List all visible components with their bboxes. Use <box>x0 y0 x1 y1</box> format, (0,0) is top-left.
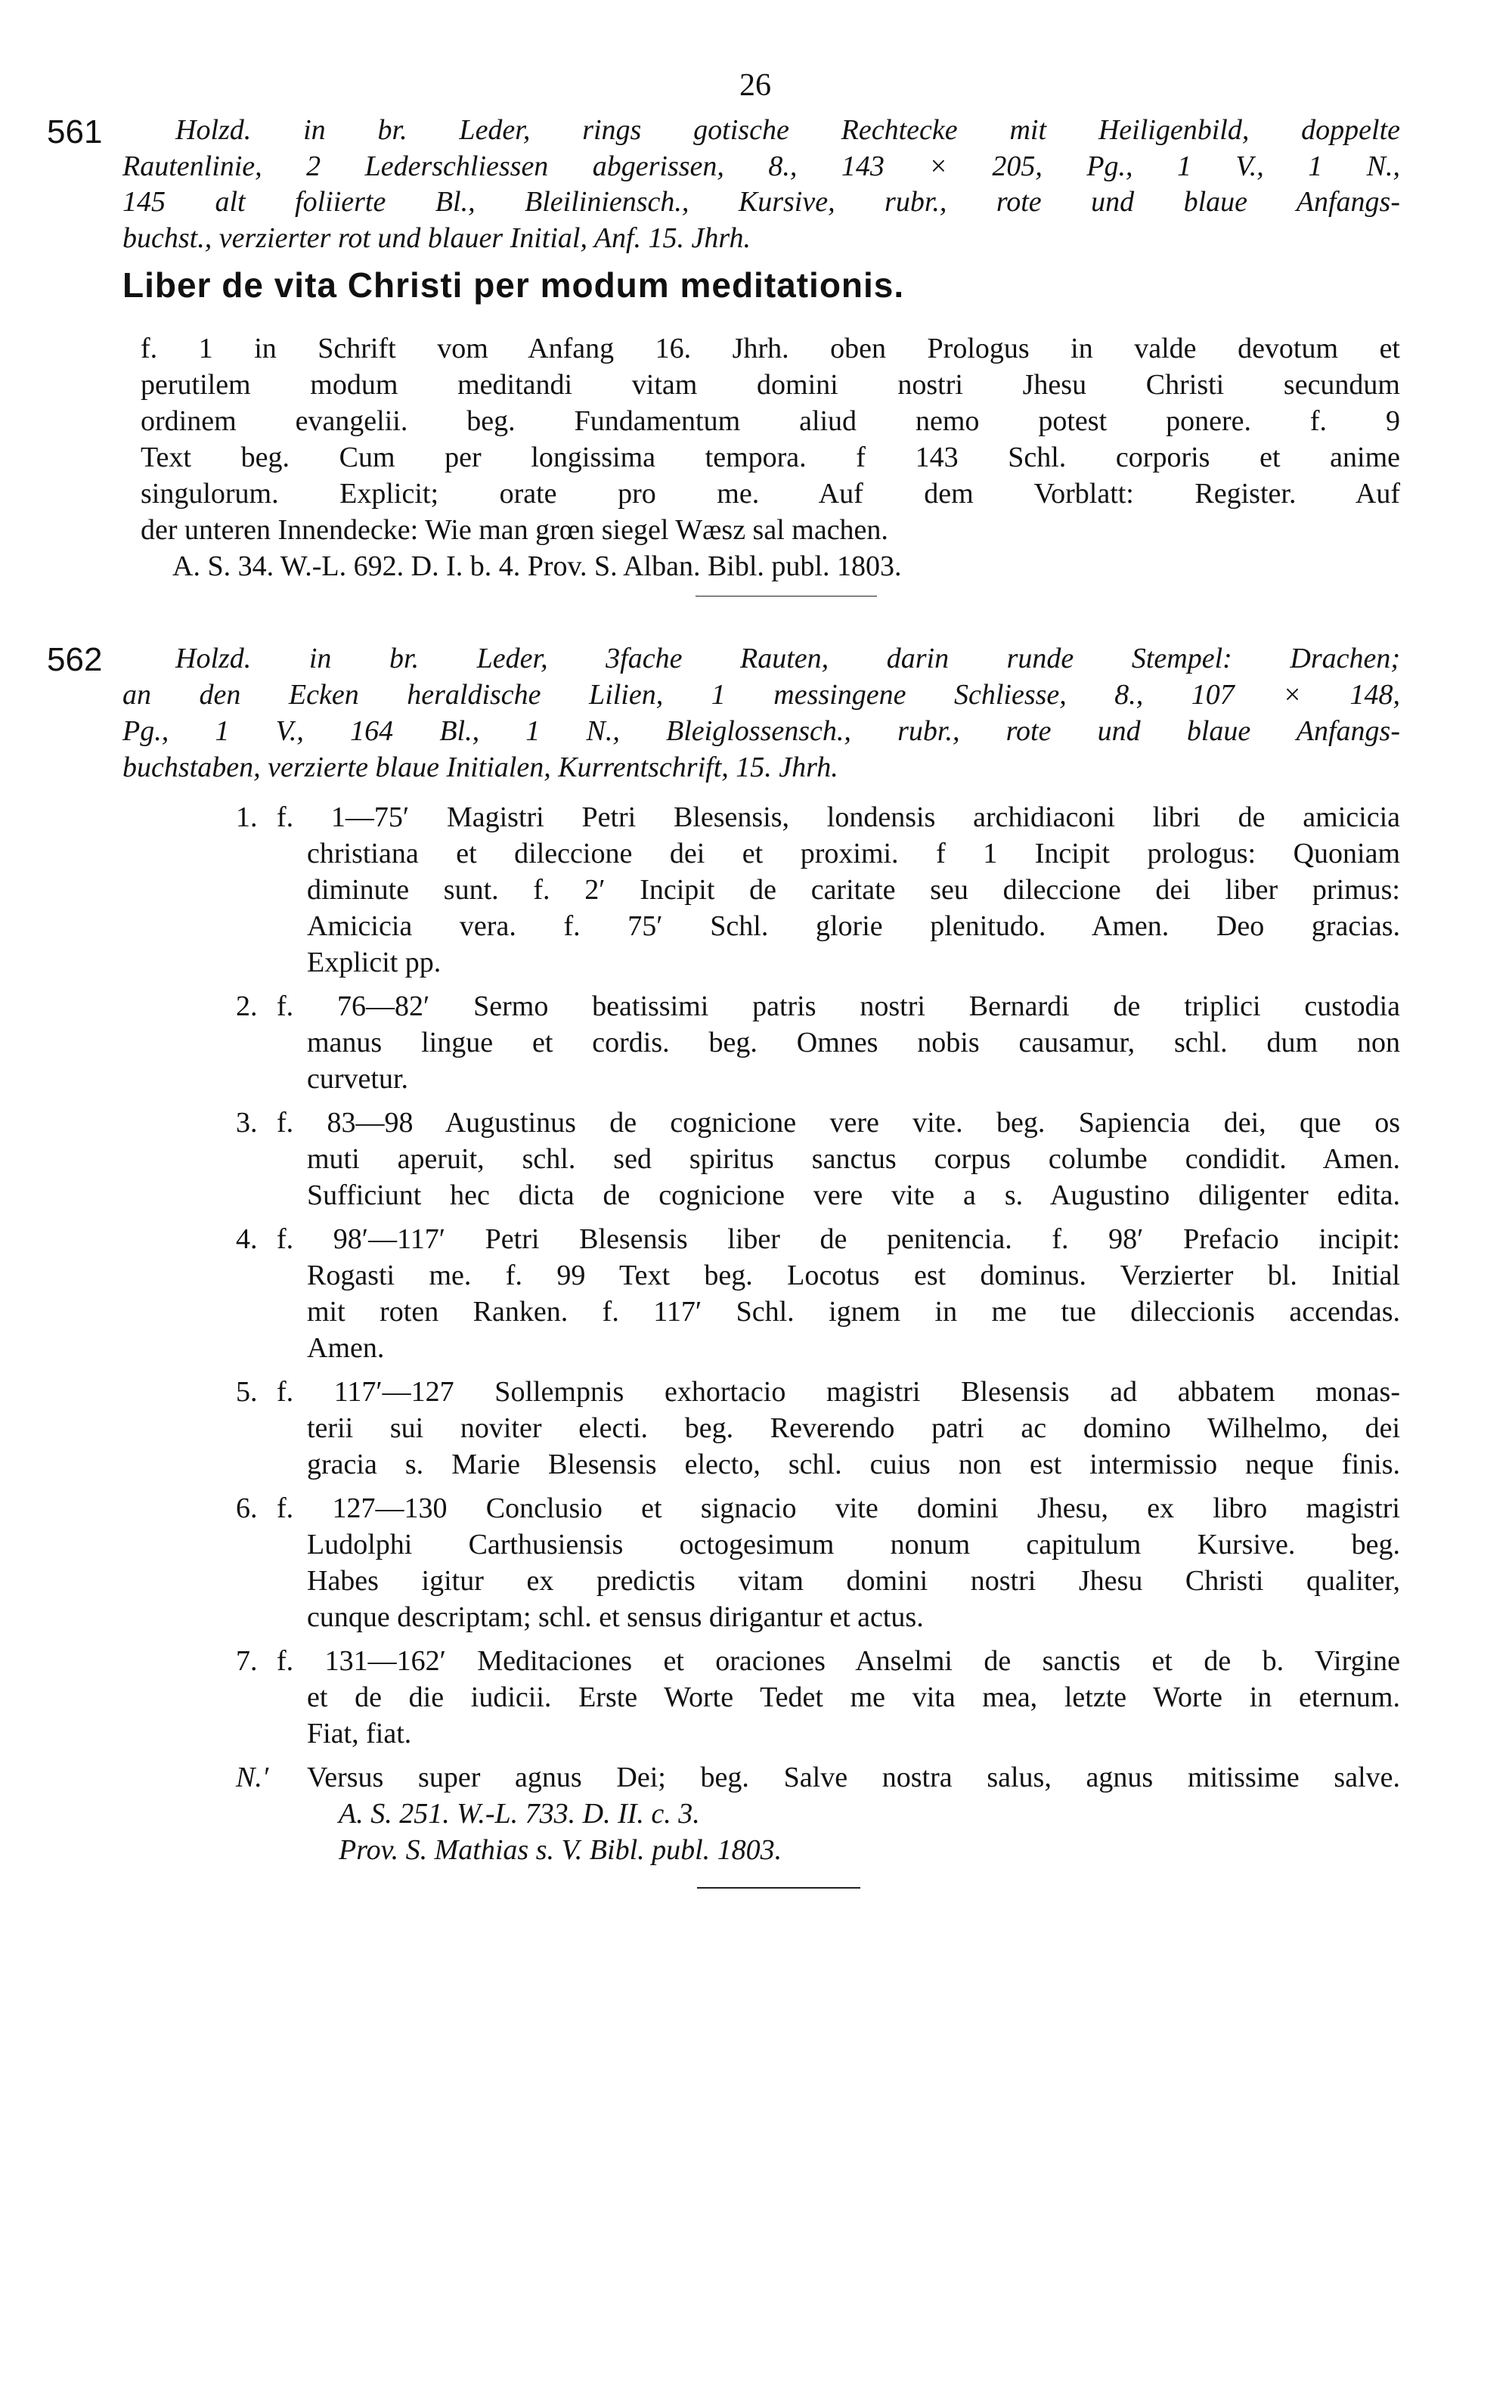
item-line: f. 76—82′ Sermo beatissimi patris nostri Bernardi de triplici custodia <box>277 990 1400 1022</box>
entry-number: 561 <box>47 113 103 150</box>
body-line: Text beg. Cum per longissima tempora. f 143 Schl. corporis et anime <box>141 442 1400 473</box>
desc-line: buchstaben, verzierte blaue Initialen, Kurrentschrift, 15. Jhrh. <box>122 752 838 783</box>
item-line: et de die iudicii. Erste Worte Tedet me vita mea, letzte Worte in eternum. <box>307 1681 1400 1713</box>
desc-line: buchst., verzierter rot und blauer Initial, Anf. 15. Jhrh. <box>122 222 751 254</box>
item-line: Ludolphi Carthusiensis octogesimum nonum capitulum Kursive. beg. <box>307 1529 1400 1560</box>
item-line: curvetur. <box>307 1063 409 1095</box>
item-label: 7. <box>236 1645 258 1677</box>
item-line: cunque descriptam; schl. et sensus dirigantur et actus. <box>307 1601 924 1633</box>
item-label: 1. <box>236 801 258 833</box>
item-line: diminute sunt. f. 2′ Incipit de caritate seu dileccione dei liber primus: <box>307 874 1400 906</box>
reference-line: A. S. 251. W.-L. 733. D. II. c. 3. <box>339 1798 700 1830</box>
desc-line: Holzd. in br. Leder, 3fache Rauten, darin runde Stempel: Drachen; <box>175 643 1400 674</box>
item-line: Fiat, fiat. <box>307 1718 412 1749</box>
item-line: Versus super agnus Dei; beg. Salve nostra salus, agnus mitissime salve. <box>307 1762 1400 1793</box>
item-label: 6. <box>236 1492 258 1524</box>
item-label: 3. <box>236 1107 258 1139</box>
item-label: 5. <box>236 1376 258 1408</box>
item-line: muti aperuit, schl. sed spiritus sanctus corpus columbe condidit. Amen. <box>307 1143 1400 1175</box>
body-line: der unteren Innendecke: Wie man grœn siegel Wæsz sal machen. <box>141 514 888 546</box>
body-line: singulorum. Explicit; orate pro me. Auf dem Vorblatt: Register. Auf <box>141 478 1400 510</box>
item-line: Rogasti me. f. 99 Text beg. Locotus est dominus. Verzierter bl. Initial <box>307 1260 1400 1291</box>
item-line: christiana et dileccione dei et proximi. f 1 Incipit prologus: Quoniam <box>307 838 1400 869</box>
item-line: f. 117′—127 Sollempnis exhortacio magistri Blesensis ad abbatem monas- <box>277 1376 1400 1408</box>
item-label: 2. <box>236 990 258 1022</box>
desc-line: Rautenlinie, 2 Lederschliessen abgerissen, 8., 143 × 205, Pg., 1 V., 1 N., <box>122 150 1400 182</box>
item-line: Amicicia vera. f. 75′ Schl. glorie plenitudo. Amen. Deo gracias. <box>307 910 1400 942</box>
item-line: Explicit pp. <box>307 947 442 978</box>
item-label: 4. <box>236 1223 258 1255</box>
desc-line: Pg., 1 V., 164 Bl., 1 N., Bleiglossensch., rubr., rote und blaue Anfangs- <box>122 715 1400 747</box>
body-line: perutilem modum meditandi vitam domini nostri Jhesu Christi secundum <box>141 369 1400 401</box>
entry-number: 562 <box>47 641 103 678</box>
reference-line: A. S. 34. W.-L. 692. D. I. b. 4. Prov. S. Alban. Bibl. publ. 1803. <box>172 550 902 582</box>
item-line: mit roten Ranken. f. 117′ Schl. ignem in me tue dileccionis accendas. <box>307 1296 1400 1328</box>
item-line: f. 98′—117′ Petri Blesensis liber de penitencia. f. 98′ Prefacio incipit: <box>277 1223 1400 1255</box>
item-line: terii sui noviter electi. beg. Reverendo patri ac domino Wilhelmo, dei <box>307 1412 1400 1444</box>
work-title: Liber de vita Christi per modum meditationis. <box>122 265 905 305</box>
item-line: f. 83—98 Augustinus de cognicione vere vite. beg. Sapiencia dei, que os <box>277 1107 1400 1139</box>
divider <box>696 596 877 597</box>
item-line: Amen. <box>307 1332 385 1364</box>
item-line: manus lingue et cordis. beg. Omnes nobis causamur, schl. dum non <box>307 1027 1400 1058</box>
provenance-line: Prov. S. Mathias s. V. Bibl. publ. 1803. <box>339 1834 782 1866</box>
body-line: f. 1 in Schrift vom Anfang 16. Jhrh. oben Prologus in valde devotum et <box>141 333 1400 364</box>
item-line: f. 127—130 Conclusio et signacio vite domini Jhesu, ex libro magistri <box>277 1492 1400 1524</box>
item-line: gracia s. Marie Blesensis electo, schl. cuius non est intermissio neque finis. <box>307 1449 1400 1480</box>
item-line: Habes igitur ex predictis vitam domini nostri Jhesu Christi qualiter, <box>307 1565 1400 1597</box>
desc-line: Holzd. in br. Leder, rings gotische Rechtecke mit Heiligenbild, doppelte <box>175 114 1400 146</box>
desc-line: 145 alt foliierte Bl., Bleiliniensch., Kursive, rubr., rote und blaue Anfangs- <box>122 186 1400 218</box>
item-line: Sufficiunt hec dicta de cognicione vere vite a s. Augustino diligenter edita. <box>307 1179 1400 1211</box>
body-line: ordinem evangelii. beg. Fundamentum aliud nemo potest ponere. f. 9 <box>141 405 1400 437</box>
item-line: f. 131—162′ Meditaciones et oraciones Anselmi de sanctis et de b. Virgine <box>277 1645 1400 1677</box>
desc-line: an den Ecken heraldische Lilien, 1 messingene Schliesse, 8., 107 × 148, <box>122 679 1400 711</box>
item-label: N.′ <box>236 1762 269 1793</box>
item-line: f. 1—75′ Magistri Petri Blesensis, londensis archidiaconi libri de amicicia <box>277 801 1400 833</box>
divider <box>697 1887 860 1889</box>
page-number: 26 <box>739 68 771 103</box>
